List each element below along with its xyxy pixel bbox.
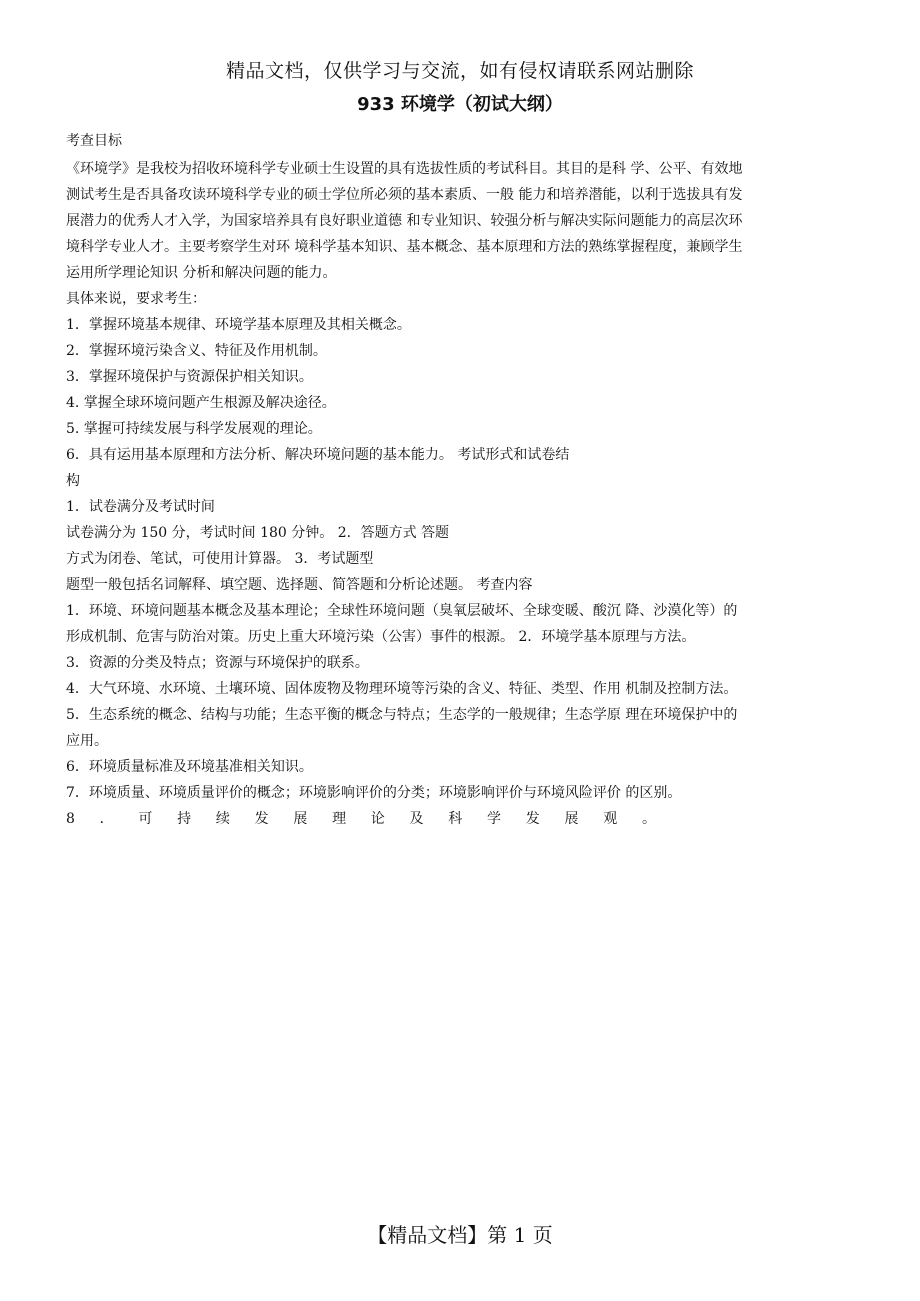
- list-item-spaced: [66, 806, 656, 832]
- paragraph-line: 构: [66, 473, 80, 489]
- spaced-char: 展: [293, 811, 308, 827]
- list-item: 4. 掌握全球环境问题产生根源及解决途径。: [66, 395, 336, 411]
- list-item: 3．掌握环境保护与资源保护相关知识。: [66, 369, 313, 385]
- paragraph-line: 《环境学》是我校为招收环境科学专业硕士生设置的具有选拔性质的考试科目。其目的是科 学、公平、有效地: [66, 161, 743, 177]
- paragraph-line: 形成机制、危害与防治对策。历史上重大环境污染（公害）事件的根源。 2．环境学基本原理与方法。: [66, 629, 696, 645]
- paragraph-line: 具体来说，要求考生：: [66, 291, 206, 307]
- document-title: 933 环境学（初试大纲）: [357, 94, 563, 115]
- spaced-char: ．: [99, 811, 114, 827]
- list-item: 6．环境质量标准及环境基准相关知识。: [66, 759, 313, 775]
- list-item: 5. 掌握可持续发展与科学发展观的理论。: [66, 421, 322, 437]
- list-item: 1．试卷满分及考试时间: [66, 499, 215, 515]
- spaced-char: 续: [215, 811, 230, 827]
- list-item: 7．环境质量、环境质量评价的概念；环境影响评价的分类；环境影响评价与环境风险评价 的区别。: [66, 785, 682, 801]
- paragraph-line: 应用。: [66, 733, 108, 749]
- spaced-char: 及: [409, 811, 424, 827]
- paragraph-line: 展潜力的优秀人才入学，为国家培养具有良好职业道德 和专业知识、较强分析与解决实际问题能力的高层次环: [66, 213, 743, 229]
- spaced-char: 科: [448, 811, 463, 827]
- spaced-char: 学: [487, 811, 501, 827]
- list-item: 1．环境、环境问题基本概念及基本理论；全球性环境问题（臭氧层破坏、全球变暖、酸沉 降、沙漠化等）的: [66, 603, 738, 619]
- list-item: 1．掌握环境基本规律、环境学基本原理及其相关概念。: [66, 317, 411, 333]
- header-notice: 精品文档，仅供学习与交流，如有侵权请联系网站删除: [225, 60, 694, 82]
- spaced-char: 可: [138, 811, 153, 827]
- list-item: 2．掌握环境污染含义、特征及作用机制。: [66, 343, 327, 359]
- spaced-char: 理: [332, 811, 347, 827]
- document-body: [66, 128, 858, 832]
- spaced-char: 。: [641, 811, 656, 827]
- paragraph-line: 运用所学理论知识 分析和解决问题的能力。: [66, 265, 337, 281]
- paragraph-line: 测试考生是否具备攻读环境科学专业的硕士学位所必须的基本素质、一般 能力和培养潜能，以利于选拔具有发: [66, 187, 743, 203]
- page-footer: 【精品文档】第 1 页: [367, 1223, 553, 1247]
- spaced-char: 8: [66, 811, 75, 827]
- list-item: 3．资源的分类及特点；资源与环境保护的联系。: [66, 655, 369, 671]
- section-heading-objectives: 考查目标: [66, 133, 122, 149]
- paragraph-line: 题型一般包括名词解释、填空题、选择题、简答题和分析论述题。 考查内容: [66, 577, 533, 593]
- spaced-char: 观: [603, 811, 618, 827]
- list-item: 5．生态系统的概念、结构与功能；生态平衡的概念与特点；生态学的一般规律；生态学原 理在环境保护中的: [66, 707, 738, 723]
- spaced-char: 论: [370, 811, 385, 827]
- spaced-char: 持: [177, 811, 192, 827]
- paragraph-line: 方式为闭卷、笔试，可使用计算器。 3．考试题型: [66, 551, 374, 567]
- paragraph-line: 试卷满分为 150 分，考试时间 180 分钟。 2．答题方式 答题: [66, 525, 450, 541]
- spaced-char: 发: [525, 811, 540, 827]
- list-item: 6．具有运用基本原理和方法分析、解决环境问题的基本能力。 考试形式和试卷结: [66, 447, 570, 463]
- paragraph-line: 境科学专业人才。主要考察学生对环 境科学基本知识、基本概念、基本原理和方法的熟练掌握程度，兼顾学生: [66, 239, 743, 255]
- spaced-char: 发: [254, 811, 269, 827]
- spaced-char: 展: [564, 811, 579, 827]
- list-item: 4．大气环境、水环境、土壤环境、固体废物及物理环境等污染的含义、特征、类型、作用 机制及控制方法。: [66, 681, 738, 697]
